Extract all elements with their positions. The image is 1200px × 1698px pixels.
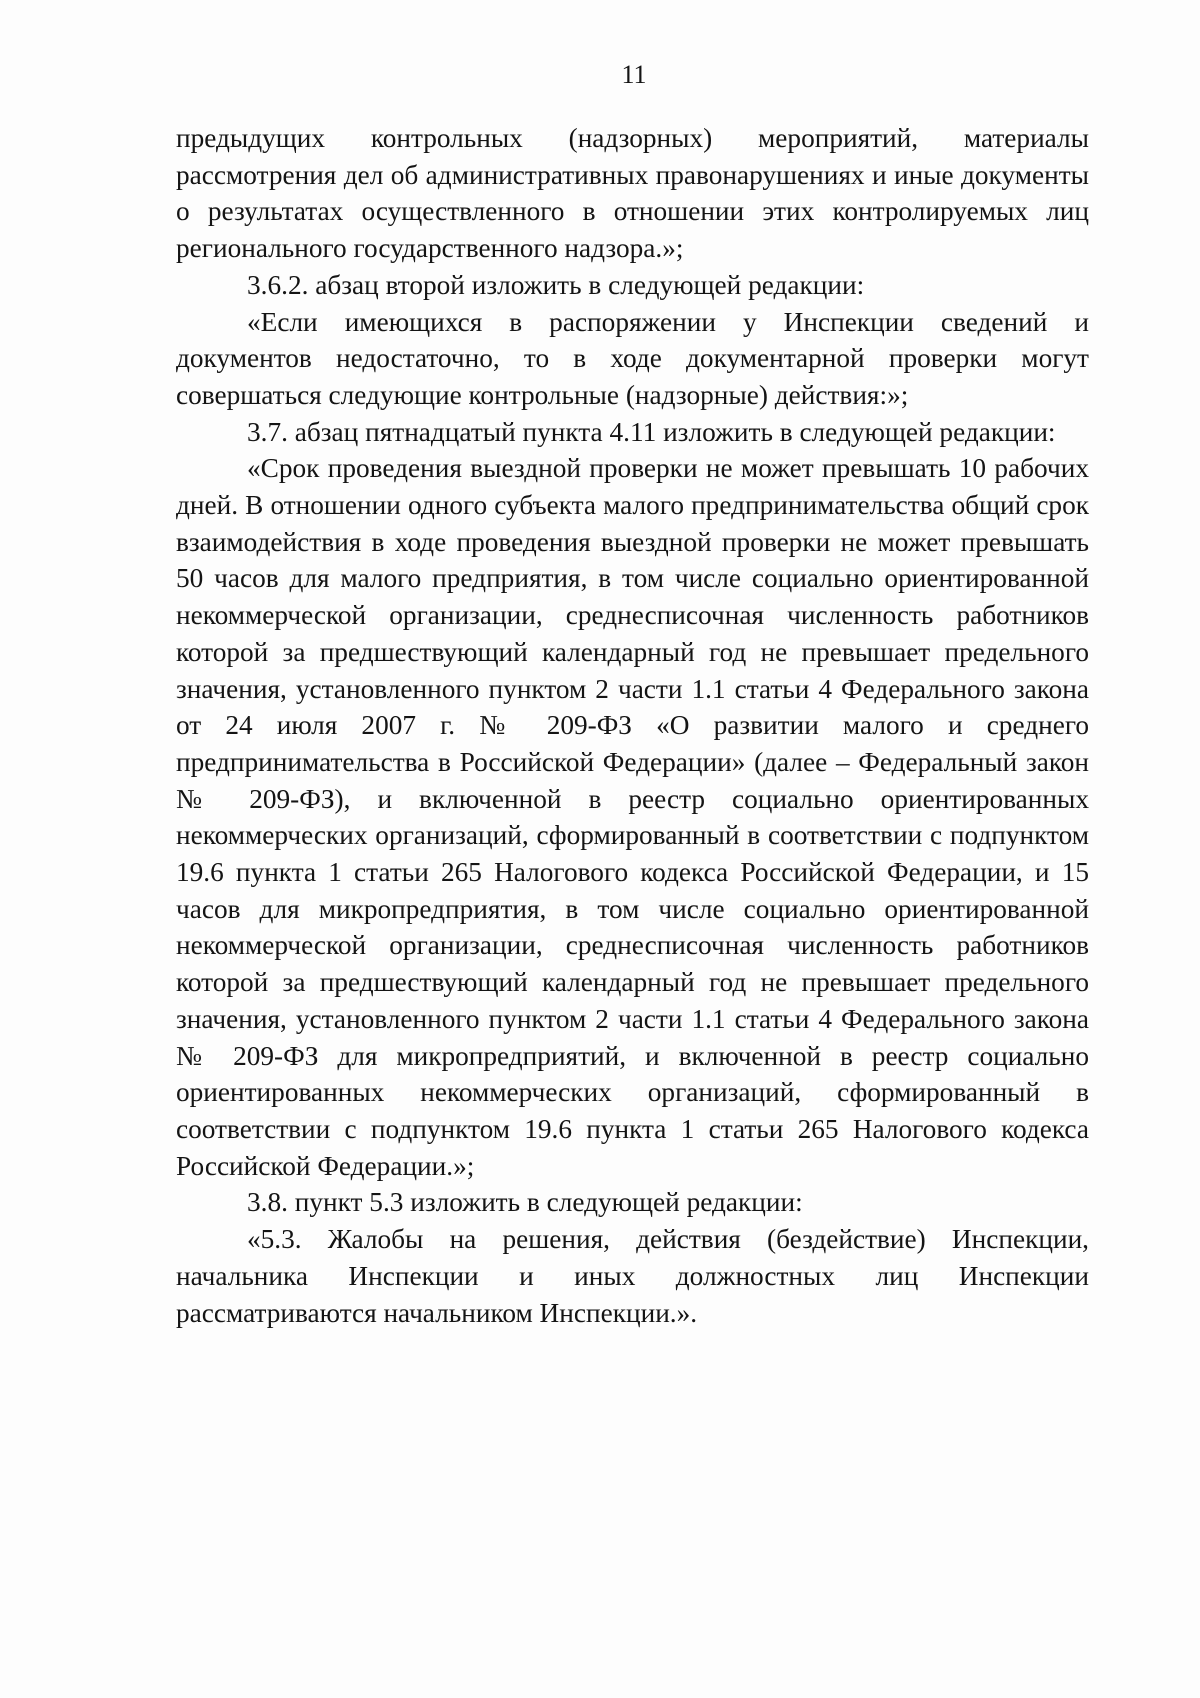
paragraph-item-3-8: 3.8. пункт 5.3 изложить в следующей редакции: bbox=[247, 1187, 803, 1218]
page-number: 11 bbox=[621, 60, 647, 89]
paragraph-quote-complaints: «5.3. Жалобы на решения, действия (бездействие) Инспекции, начальника Инспекции и иных должностных лиц Инспекции рассматриваются начальником Инспекции.». bbox=[176, 1224, 1089, 1328]
paragraph-item-3-6-2: 3.6.2. абзац второй изложить в следующей редакции: bbox=[247, 269, 865, 300]
paragraph-continuation: предыдущих контрольных (надзорных) мероприятий, материалы рассмотрения дел об административных правонарушениях и иные документы о результатах осуществленного в отношении этих контролируемых лиц регионального государственного надзора.»; bbox=[176, 123, 1089, 264]
paragraph-item-3-7: 3.7. абзац пятнадцатый пункта 4.11 изложить в следующей редакции: bbox=[247, 416, 1056, 447]
paragraph-quote-documentary-check: «Если имеющихся в распоряжении у Инспекции сведений и документов недостаточно, то в ходе документарной проверки могут совершаться следующие контрольные (надзорные) действия:»; bbox=[176, 306, 1089, 410]
document-body bbox=[176, 120, 1089, 1331]
paragraph-quote-field-inspection-term: «Срок проведения выездной проверки не может превышать 10 рабочих дней. В отношении одного субъекта малого предпринимательства общий срок взаимодействия в ходе проведения выездной проверки не может превышать 50 часов для малого предприятия, в том числе социально ориентированной некоммерческой организации, среднесписочная численность работников которой за предшествующий календарный год не превышает предельного значения, установленного пунктом 2 части 1.1 статьи 4 Федерального закона от 24 июля 2007 г. № 209-ФЗ «О развитии малого и среднего предпринимательства в Российской Федерации» (далее – Федеральный закон № 209-ФЗ), и включенной в реестр социально ориентированных некоммерческих организаций, сформированный в соответствии с подпунктом 19.6 пункта 1 статьи 265 Налогового кодекса Российской Федерации, и 15 часов для микропредприятия, в том числе социально ориентированной некоммерческой организации, среднесписочная численность работников которой за предшествующий календарный год не превышает предельного значения, установленного пунктом 2 части 1.1 статьи 4 Федерального закона № 209-ФЗ для микропредприятий, и включенной в реестр социально ориентированных некоммерческих организаций, сформированный в соответствии с подпунктом 19.6 пункта 1 статьи 265 Налогового кодекса Российской Федерации.»; bbox=[176, 453, 1089, 1181]
